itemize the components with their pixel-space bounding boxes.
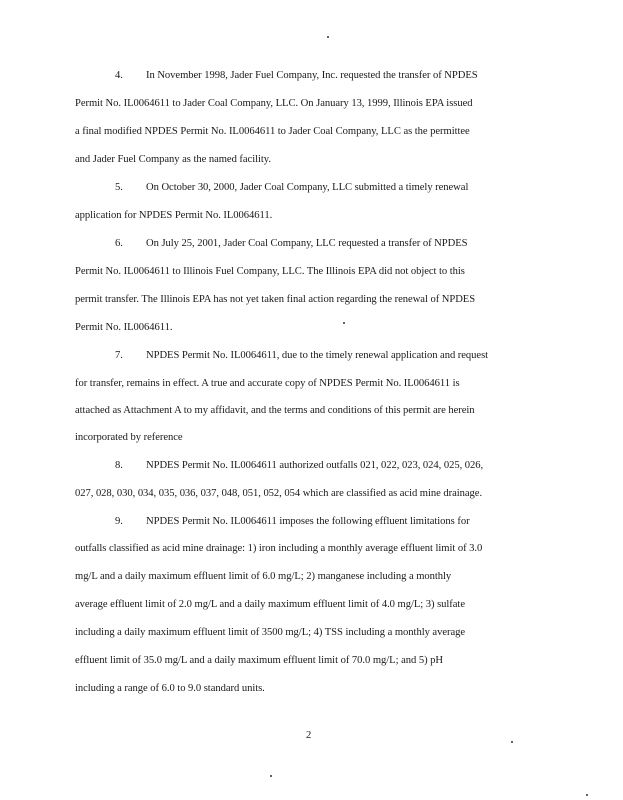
paragraph-7-line-2: for transfer, remains in effect. A true and accurate copy of NPDES Permit No. IL0064611 is bbox=[75, 378, 460, 389]
paragraph-9-line-2: outfalls classified as acid mine drainage: 1) iron including a monthly average effluent limit of 3.0 bbox=[75, 543, 483, 554]
scan-speck bbox=[511, 741, 513, 743]
paragraph-6-line-4: Permit No. IL0064611. bbox=[75, 322, 173, 333]
scan-speck bbox=[270, 775, 272, 777]
paragraph-9-line-4: average effluent limit of 2.0 mg/L and a daily maximum effluent limit of 4.0 mg/L; 3) sulfate bbox=[75, 599, 465, 610]
paragraph-5-number: 5. bbox=[115, 182, 123, 193]
paragraph-8-line-1: 8. NPDES Permit No. IL0064611 authorized outfalls 021, 022, 023, 024, 025, 026, bbox=[115, 460, 484, 471]
paragraph-7-number: 7. bbox=[115, 350, 123, 361]
paragraph-9-line-3: mg/L and a daily maximum effluent limit of 6.0 mg/L; 2) manganese including a monthly bbox=[75, 571, 452, 582]
paragraph-8-number: 8. bbox=[115, 460, 123, 471]
paragraph-4-line-3: a final modified NPDES Permit No. IL0064611 to Jader Coal Company, LLC as the permittee bbox=[75, 126, 470, 137]
paragraph-6-line-1: 6. On July 25, 2001, Jader Coal Company, LLC requested a transfer of NPDES bbox=[115, 238, 468, 249]
paragraph-9-number: 9. bbox=[115, 516, 123, 527]
paragraph-4-line-1: 4. In November 1998, Jader Fuel Company, Inc. requested the transfer of NPDES bbox=[115, 70, 478, 81]
paragraph-4-number: 4. bbox=[115, 70, 123, 81]
scan-speck bbox=[343, 322, 345, 324]
scan-speck bbox=[586, 794, 588, 796]
paragraph-4-line-2: Permit No. IL0064611 to Jader Coal Company, LLC. On January 13, 1999, Illinois EPA issued bbox=[75, 98, 473, 109]
paragraph-7-line-4: incorporated by reference bbox=[75, 432, 183, 443]
paragraph-9-line-1: 9. NPDES Permit No. IL0064611 imposes the following effluent limitations for bbox=[115, 516, 470, 527]
paragraph-9-line-5: including a daily maximum effluent limit of 3500 mg/L; 4) TSS including a monthly average bbox=[75, 627, 466, 638]
paragraph-4-line-4: and Jader Fuel Company as the named facility. bbox=[75, 154, 271, 165]
page-number: 2 bbox=[306, 730, 312, 741]
paragraph-6-number: 6. bbox=[115, 238, 123, 249]
paragraph-7-line-3: attached as Attachment A to my affidavit, and the terms and conditions of this permit are herein bbox=[75, 405, 475, 416]
paragraph-5-line-2: application for NPDES Permit No. IL0064611. bbox=[75, 210, 273, 221]
paragraph-7-line-1: 7. NPDES Permit No. IL0064611, due to the timely renewal application and request bbox=[115, 350, 489, 361]
paragraph-6-line-3: permit transfer. The Illinois EPA has not yet taken final action regarding the renewal of NPDES bbox=[75, 294, 476, 305]
paragraph-9-line-6: effluent limit of 35.0 mg/L and a daily maximum effluent limit of 70.0 mg/L; and 5) pH bbox=[75, 655, 443, 666]
scan-speck bbox=[327, 36, 329, 38]
paragraph-8-line-2: 027, 028, 030, 034, 035, 036, 037, 048, 051, 052, 054 which are classified as acid mine drainage. bbox=[75, 488, 483, 499]
paragraph-5-line-1: 5. On October 30, 2000, Jader Coal Company, LLC submitted a timely renewal bbox=[115, 182, 469, 193]
paragraph-9-line-7: including a range of 6.0 to 9.0 standard units. bbox=[75, 683, 265, 694]
paragraph-6-line-2: Permit No. IL0064611 to Illinois Fuel Company, LLC. The Illinois EPA did not object to this bbox=[75, 266, 465, 277]
